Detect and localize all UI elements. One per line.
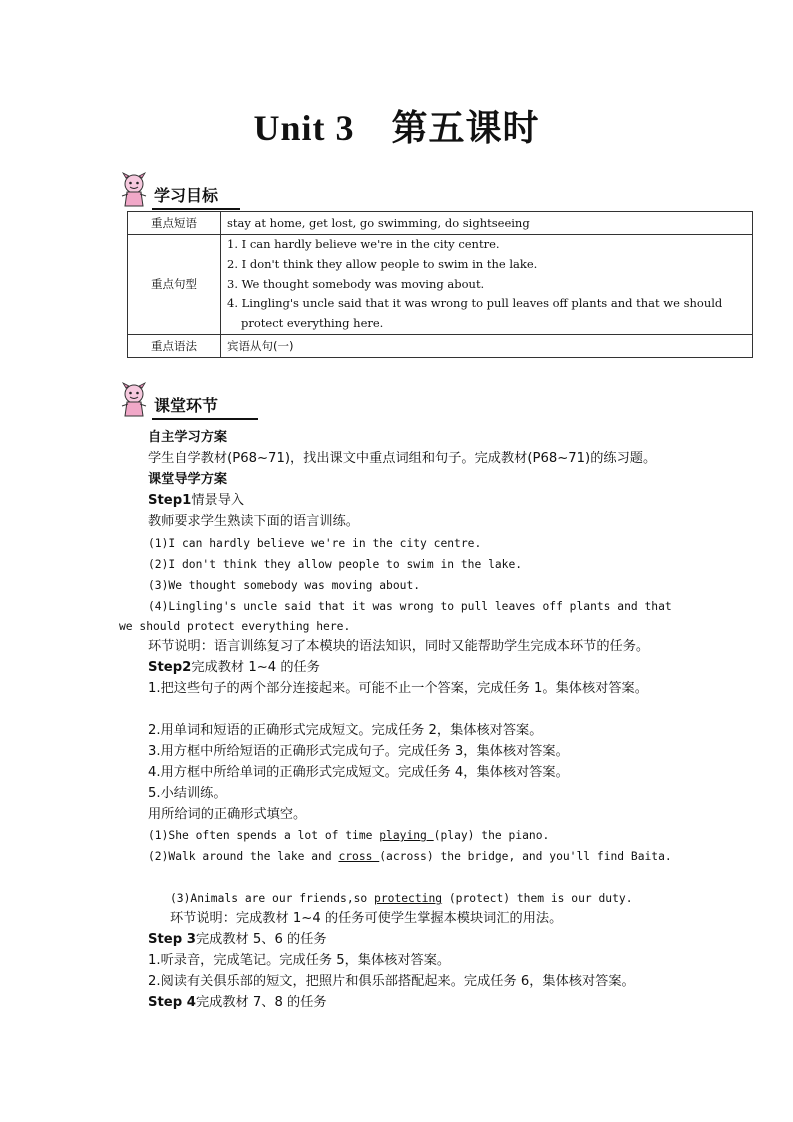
list-item: 5.小结训练。 (148, 786, 227, 801)
drill-line: (3)We thought somebody was moving about. (148, 579, 421, 592)
objectives-table (127, 211, 753, 358)
drill-line: (1)I can hardly believe we're in the city centre. (148, 537, 482, 550)
list-item: 2.阅读有关俱乐部的短文，把照片和俱乐部搭配起来。完成任务 6，集体核对答案。 (148, 974, 635, 989)
grammar-label: 重点语法 (128, 334, 221, 357)
fill-text: (2)Walk around the lake and (148, 850, 339, 863)
fill-item (148, 826, 549, 846)
step-text: 完成教材 1~4 的任务 (191, 660, 320, 675)
drill-line: (4)Lingling's uncle said that it was wrong to pull leaves off plants and that (148, 600, 672, 613)
step-label: Step2 (148, 660, 192, 675)
step4-heading (148, 993, 327, 1013)
fill-item (170, 889, 633, 909)
note-1: 环节说明：语言训练复习了本模块的语法知识，同时又能帮助学生完成本环节的任务。 (148, 639, 650, 654)
fill-text: (1)She often spends a lot of time (148, 829, 380, 842)
step-label: Step 3 (148, 932, 196, 947)
list-item: 1.听录音，完成笔记。完成任务 5，集体核对答案。 (148, 953, 451, 968)
fill-text: (protect) them is our duty. (442, 892, 633, 905)
table-row (128, 334, 753, 357)
fill-text: (play) the piano. (433, 829, 550, 842)
fill-intro: 用所给词的正确形式填空。 (148, 807, 307, 822)
page-title: Unit 3 第五课时 (253, 108, 540, 148)
section-heading: 课堂环节 (154, 396, 219, 415)
self-study-text: 学生自学教材(P68~71)，找出课文中重点词组和句子。完成教材(P68~71)的练习题。 (148, 451, 657, 466)
step3-heading (148, 930, 327, 950)
fill-item (148, 847, 672, 867)
cartoon-mascot-icon (118, 172, 150, 208)
drill-line: we should protect everything here. (119, 620, 351, 633)
cartoon-mascot-icon (118, 382, 150, 418)
fill-text: (3)Animals are our friends,so (170, 892, 375, 905)
sentence-line: protect everything here. (241, 316, 384, 331)
sentence-line: 1. I can hardly believe we're in the city centre. (227, 237, 500, 251)
sentences-label: 重点句型 (128, 235, 221, 335)
section-header-objectives (118, 172, 238, 212)
fill-answer: protecting (374, 892, 443, 905)
list-item: 2.用单词和短语的正确形式完成短文。完成任务 2，集体核对答案。 (148, 723, 543, 738)
self-study-title: 自主学习方案 (148, 430, 228, 445)
heading-underline (152, 418, 258, 420)
heading-underline (152, 208, 240, 210)
fill-answer: cross (338, 850, 380, 863)
drill-line: (2)I don't think they allow people to swim in the lake. (148, 558, 523, 571)
step-text: 完成教材 5、6 的任务 (195, 932, 327, 947)
step1-heading (148, 491, 244, 511)
grammar-value: 宾语从句(一) (221, 334, 753, 357)
step-label: Step 4 (148, 995, 196, 1010)
sentence-line: 4. Lingling's uncle said that it was wrong to pull leaves off plants and that we should (227, 296, 723, 311)
list-item: 4.用方框中所给单词的正确形式完成短文。完成任务 4，集体核对答案。 (148, 765, 569, 780)
table-row (128, 212, 753, 235)
step1-intro: 教师要求学生熟读下面的语言训练。 (148, 514, 359, 529)
sentence-line: 2. I don't think they allow people to swim in the lake. (227, 256, 538, 271)
note-2: 环节说明：完成教材 1~4 的任务可使学生掌握本模块词汇的用法。 (170, 911, 563, 926)
section-header-classroom (118, 382, 258, 422)
step2-heading (148, 658, 320, 678)
list-item: 1.把这些句子的两个部分连接起来。可能不止一个答案，完成任务 1。集体核对答案。 (148, 681, 648, 696)
list-item: 3.用方框中所给短语的正确形式完成句子。完成任务 3，集体核对答案。 (148, 744, 569, 759)
guide-title: 课堂导学方案 (148, 472, 228, 487)
phrases-value: stay at home, get lost, go swimming, do sightseeing (221, 212, 753, 235)
fill-text: (across) the bridge, and you'll find Baita. (379, 850, 672, 863)
fill-answer: playing (379, 829, 434, 842)
step-label: Step1 (148, 493, 192, 508)
sentence-line: 3. We thought somebody was moving about. (227, 276, 485, 291)
table-row (128, 235, 753, 335)
step-text: 情景导入 (191, 493, 245, 508)
section-heading: 学习目标 (154, 186, 219, 205)
phrases-label: 重点短语 (128, 212, 221, 235)
sentences-value (221, 235, 753, 335)
step-text: 完成教材 7、8 的任务 (195, 995, 327, 1010)
